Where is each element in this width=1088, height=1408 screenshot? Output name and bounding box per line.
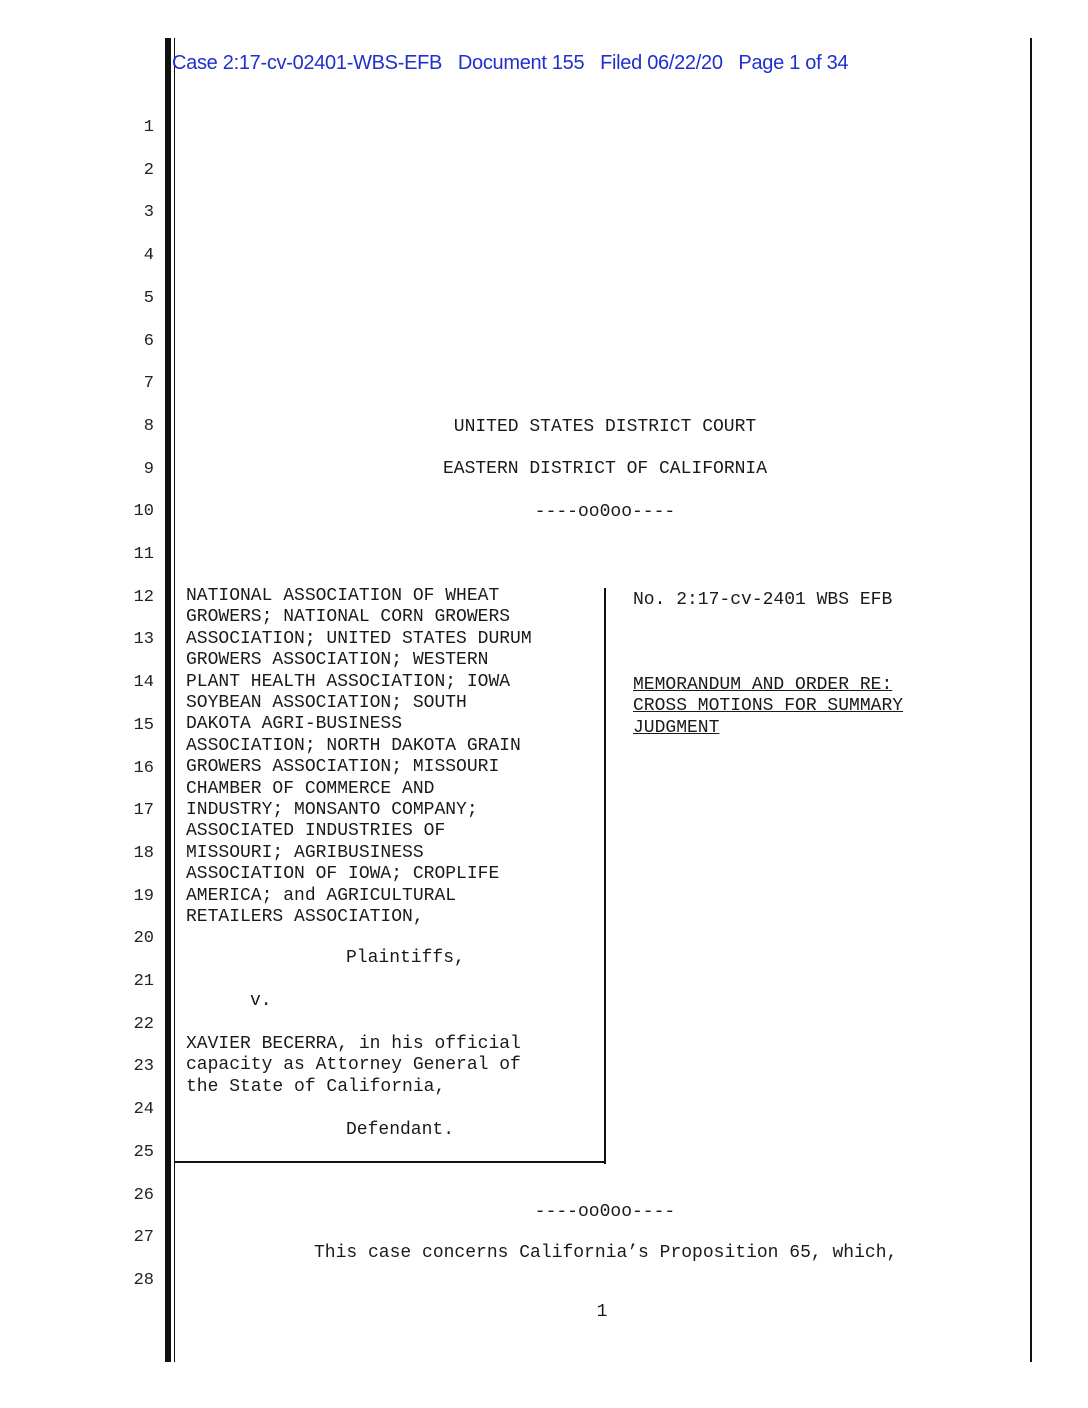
page-number: 1 <box>596 1302 608 1322</box>
title-line: MEMORANDUM AND ORDER RE: <box>633 675 893 695</box>
line-number: 24 <box>133 1100 154 1120</box>
line-number: 18 <box>133 843 154 863</box>
line-number: 4 <box>143 246 154 266</box>
line-number: 17 <box>133 801 154 821</box>
plaintiff-line: AMERICA; and AGRICULTURAL <box>186 885 457 906</box>
plaintiff-line: NATIONAL ASSOCIATION OF WHEAT <box>186 586 500 606</box>
court-district: EASTERN DISTRICT OF CALIFORNIA <box>442 459 768 479</box>
line-number: 12 <box>133 587 154 607</box>
plaintiff-line: MISSOURI; AGRIBUSINESS <box>186 842 424 863</box>
line-number: 15 <box>133 715 154 735</box>
pleading-left-inner-border <box>174 38 175 1362</box>
plaintiff-line: ASSOCIATION; NORTH DAKOTA GRAIN <box>186 735 521 756</box>
line-number: 27 <box>133 1228 154 1248</box>
body-separator: ----oo0oo---- <box>534 1202 676 1222</box>
plaintiff-line: ASSOCIATED INDUSTRIES OF <box>186 821 446 842</box>
defendant-label: Defendant. <box>346 1120 455 1140</box>
line-number: 9 <box>143 459 154 479</box>
plaintiff-line: INDUSTRY; MONSANTO COMPANY; <box>186 800 478 821</box>
line-number: 22 <box>133 1014 154 1034</box>
line-number: 19 <box>133 886 154 906</box>
line-number: 6 <box>143 331 154 351</box>
plaintiff-line: GROWERS; NATIONAL CORN GROWERS <box>186 607 511 628</box>
plaintiff-line: GROWERS ASSOCIATION; WESTERN <box>186 650 489 671</box>
plaintiffs-label: Plaintiffs, <box>346 948 465 968</box>
heading-separator: ----oo0oo---- <box>534 502 676 522</box>
line-number: 13 <box>133 630 154 650</box>
pleading-left-border <box>165 38 171 1362</box>
line-number: 5 <box>143 288 154 308</box>
defendant-line: the State of California, <box>186 1076 446 1097</box>
line-number: 11 <box>133 545 154 564</box>
line-number: 1 <box>143 118 154 137</box>
opening-paragraph-line: This case concerns California’s Proposition 65, which, <box>314 1243 898 1263</box>
title-line: CROSS MOTIONS FOR SUMMARY <box>633 696 904 717</box>
line-number: 26 <box>133 1185 154 1205</box>
pleading-right-border <box>1030 38 1032 1362</box>
line-number: 2 <box>143 160 154 180</box>
plaintiff-line: RETAILERS ASSOCIATION, <box>186 907 424 928</box>
caption-box-right-rule <box>604 588 606 1164</box>
line-number: 23 <box>133 1057 154 1077</box>
case-number: No. 2:17-cv-2401 WBS EFB <box>633 590 893 610</box>
line-number: 25 <box>133 1142 154 1162</box>
plaintiff-line: PLANT HEALTH ASSOCIATION; IOWA <box>186 671 511 692</box>
document-title <box>633 675 903 739</box>
plaintiff-line: ASSOCIATION; UNITED STATES DURUM <box>186 628 532 649</box>
defendant-list <box>186 1034 521 1098</box>
defendant-line: capacity as Attorney General of <box>186 1055 521 1076</box>
plaintiff-line: ASSOCIATION OF IOWA; CROPLIFE <box>186 864 500 885</box>
plaintiff-line: CHAMBER OF COMMERCE AND <box>186 778 435 799</box>
plaintiff-line: GROWERS ASSOCIATION; MISSOURI <box>186 757 500 778</box>
line-number: 28 <box>133 1270 154 1290</box>
court-name: UNITED STATES DISTRICT COURT <box>453 417 757 437</box>
plaintiff-line: DAKOTA AGRI-BUSINESS <box>186 714 403 735</box>
filing-header-stamp: Case 2:17-cv-02401-WBS-EFB Document 155 Filed 06/22/20 Page 1 of 34 <box>172 52 849 74</box>
line-number: 21 <box>133 972 154 991</box>
line-number: 14 <box>133 673 154 693</box>
line-number: 10 <box>133 502 154 522</box>
title-line: JUDGMENT <box>633 717 720 738</box>
plaintiffs-list <box>186 586 532 929</box>
line-number: 20 <box>133 929 154 949</box>
line-number: 7 <box>143 374 154 394</box>
plaintiff-line: SOYBEAN ASSOCIATION; SOUTH <box>186 693 467 714</box>
line-number: 8 <box>143 416 154 436</box>
line-number: 3 <box>143 203 154 223</box>
defendant-line: XAVIER BECERRA, in his official <box>186 1034 521 1054</box>
versus-label: v. <box>250 991 272 1011</box>
line-number: 16 <box>133 758 154 778</box>
caption-box-bottom-rule <box>175 1161 606 1163</box>
